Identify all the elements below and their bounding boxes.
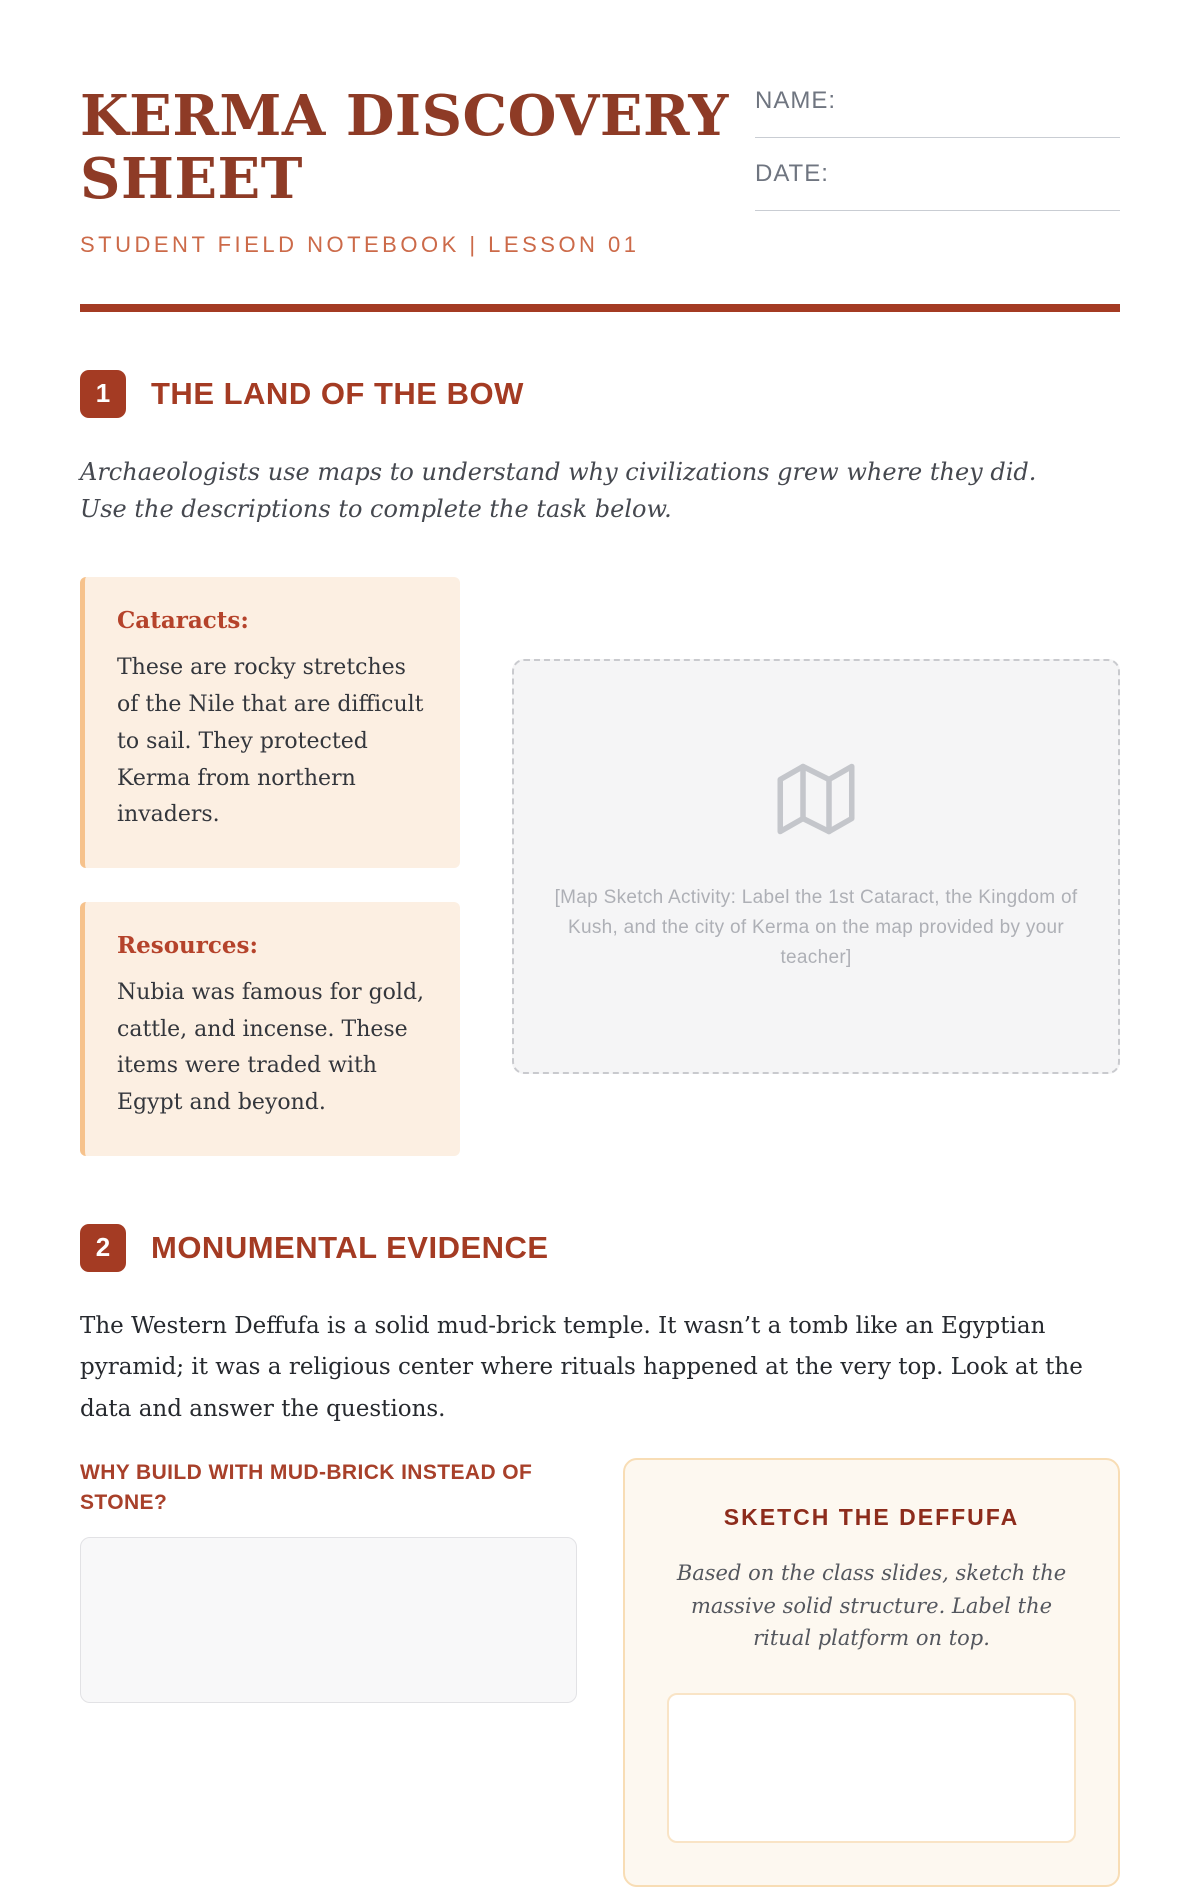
section2-intro: The Western Deffufa is a solid mud-brick temple. It wasn’t a tomb like an Egyptian pyramid; it was a religious center where rituals happened at the very top. Look at the data and answer the questions.	[80, 1312, 1083, 1422]
info-cards-column	[80, 577, 460, 1156]
resources-card	[80, 902, 460, 1156]
question-label: WHY BUILD WITH MUD-BRICK INSTEAD OF STONE?	[80, 1461, 533, 1514]
section1-number-badge: 1	[80, 370, 126, 418]
cataracts-card	[80, 577, 460, 868]
map-activity-cell	[512, 577, 1120, 1156]
name-label: NAME:	[755, 87, 837, 114]
page-title: KERMA DISCOVERY SHEET	[80, 83, 729, 213]
section2-grid	[80, 1458, 1120, 1887]
section1-title: THE LAND OF THE BOW	[151, 375, 524, 411]
header	[80, 85, 1120, 258]
map-icon	[777, 760, 855, 843]
section1-header	[80, 370, 1120, 418]
section2-header	[80, 1224, 1120, 1272]
date-field	[755, 160, 1120, 211]
answer-input-box[interactable]	[80, 1537, 577, 1703]
section2-number-badge: 2	[80, 1224, 126, 1272]
date-input-line[interactable]	[755, 197, 1120, 211]
section2-title: MONUMENTAL EVIDENCE	[151, 1229, 549, 1265]
page-subtitle: STUDENT FIELD NOTEBOOK | LESSON 01	[80, 231, 640, 257]
sketch-card-instructions: Based on the class slides, sketch the massive solid structure. Label the ritual platform on top.	[676, 1561, 1067, 1651]
date-label: DATE:	[755, 160, 829, 187]
map-sketch-area[interactable]	[512, 659, 1120, 1074]
name-field	[755, 87, 1120, 138]
sketch-drawing-area[interactable]	[667, 1693, 1076, 1843]
title-block	[80, 85, 740, 258]
question-column	[80, 1458, 577, 1887]
resources-card-body: Nubia was famous for gold, cattle, and incense. These items were traded with Egypt and beyond.	[117, 980, 425, 1116]
cataracts-card-body: These are rocky stretches of the Nile that are difficult to sail. They protected Kerma from northern invaders.	[117, 655, 424, 828]
section1-intro: Archaeologists use maps to understand why civilizations grew where they did. Use the descriptions to complete the task below.	[80, 457, 1037, 524]
student-fields	[755, 85, 1120, 233]
sketch-deffufa-card	[623, 1458, 1120, 1887]
cataracts-card-title: Cataracts:	[117, 607, 249, 635]
sketch-card-title: SKETCH THE DEFFUFA	[723, 1504, 1020, 1531]
header-divider	[80, 304, 1120, 312]
map-activity-caption: [Map Sketch Activity: Label the 1st Cataract, the Kingdom of Kush, and the city of Kerma on the map provided by your teacher]	[554, 886, 1078, 969]
name-input-line[interactable]	[755, 124, 1120, 138]
section1-grid	[80, 577, 1120, 1156]
resources-card-title: Resources:	[117, 932, 258, 960]
